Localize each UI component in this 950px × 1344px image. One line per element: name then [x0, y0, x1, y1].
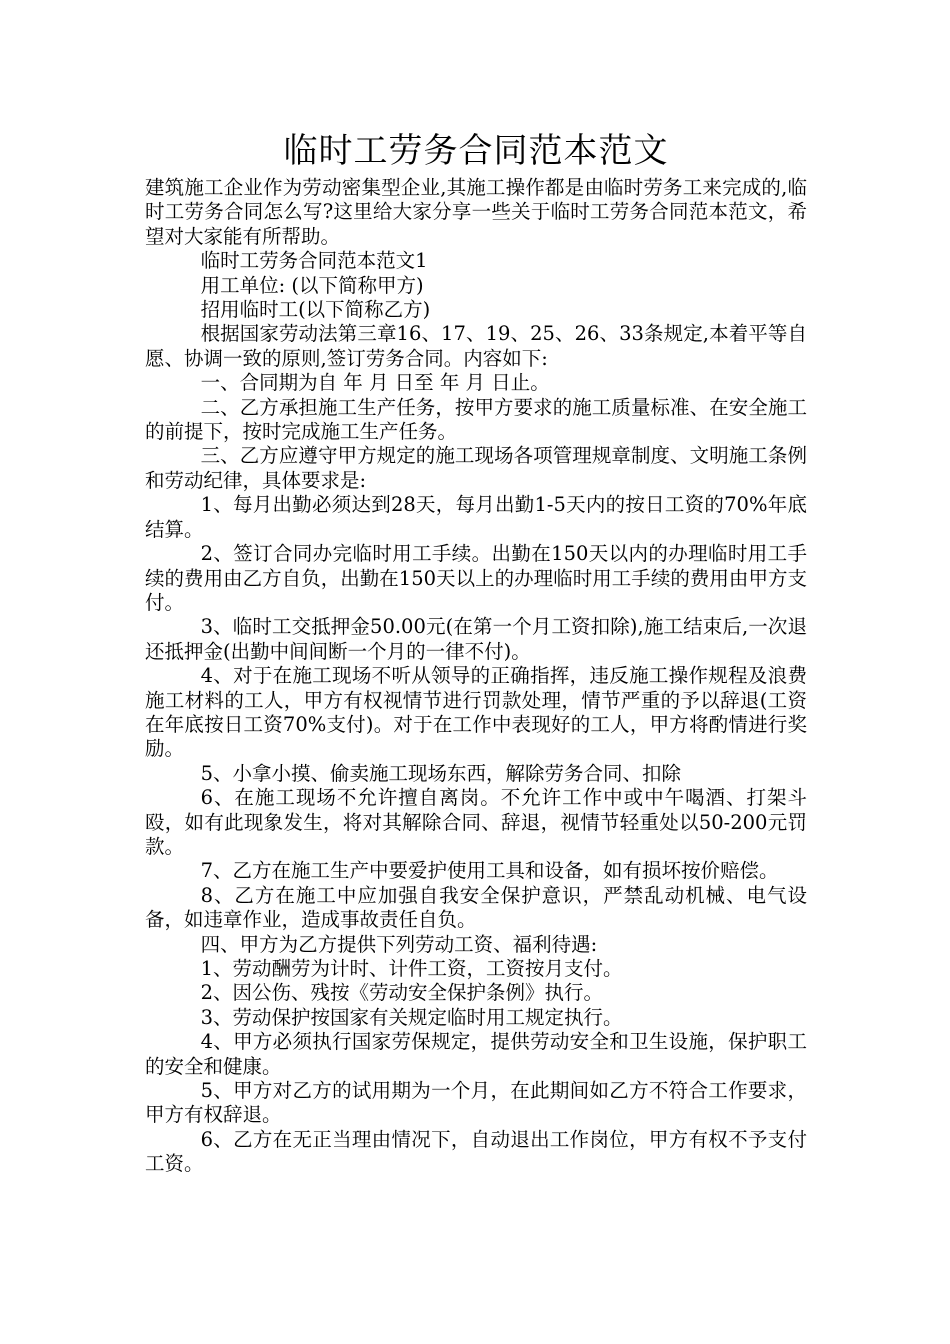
paragraph-item: 2、签订合同办完临时用工手续。出勤在150天以内的办理临时用工手续的费用由乙方自负，出勤在150天以上的办理临时用工手续的费用由甲方支付。 [145, 542, 807, 614]
paragraph-employer: 用工单位: (以下简称甲方) [200, 273, 424, 297]
paragraph-basis: 根据国家劳动法第三章16、17、19、25、26、33条规定,本着平等自愿、协调一致的原则,签订劳务合同。内容如下: [145, 322, 807, 370]
paragraph-item: 3、临时工交抵押金50.00元(在第一个月工资扣除),施工结束后,一次退还抵押金(出勤中间间断一个月的一律不付)。 [145, 615, 807, 663]
paragraph-clause-3: 三、乙方应遵守甲方规定的施工现场各项管理规章制度、文明施工条例和劳动纪律，具体要求是: [145, 444, 807, 492]
paragraph-item: 5、小拿小摸、偷卖施工现场东西，解除劳务合同、扣除 [200, 761, 681, 785]
paragraph-item: 3、劳动保护按国家有关规定临时用工规定执行。 [200, 1005, 623, 1029]
paragraph-item: 7、乙方在施工生产中要爱护使用工具和设备，如有损坏按价赔偿。 [200, 859, 779, 883]
paragraph-clause-1: 一、合同期为自 年 月 日至 年 月 日止。 [200, 371, 550, 395]
paragraph-employee: 招用临时工(以下简称乙方) [200, 298, 431, 322]
paragraph-item: 5、甲方对乙方的试用期为一个月，在此期间如乙方不符合工作要求，甲方有权辞退。 [145, 1079, 807, 1127]
document-body [145, 176, 807, 1177]
paragraph-item: 8、乙方在施工中应加强自我安全保护意识，严禁乱动机械、电气设备，如违章作业，造成事故责任自负。 [145, 883, 807, 932]
paragraph-item: 1、每月出勤必须达到28天，每月出勤1-5天内的按日工资的70%年底结算。 [145, 493, 807, 541]
paragraph-item: 1、劳动酬劳为计时、计件工资，工资按月支付。 [200, 957, 623, 980]
paragraph-clause-4: 四、甲方为乙方提供下列劳动工资、福利待遇: [200, 932, 598, 956]
document-title: 临时工劳务合同范本范文 [283, 131, 669, 171]
document-page [145, 128, 807, 1177]
paragraph-subtitle: 临时工劳务合同范本范文1 [200, 249, 428, 273]
paragraph-item: 6、乙方在无正当理由情况下，自动退出工作岗位，甲方有权不予支付工资。 [145, 1127, 807, 1176]
paragraph-intro: 建筑施工企业作为劳动密集型企业,其施工操作都是由临时劳务工来完成的,临时工劳务合同怎么写?这里给大家分享一些关于临时工劳务合同范本范文，希望对大家能有所帮助。 [145, 176, 807, 248]
paragraph-clause-2: 二、乙方承担施工生产任务，按甲方要求的施工质量标准、在安全施工的前提下，按时完成施工生产任务。 [145, 395, 807, 444]
paragraph-item: 4、甲方必须执行国家劳保规定，提供劳动安全和卫生设施，保护职工的安全和健康。 [145, 1030, 807, 1078]
paragraph-item: 2、因公伤、残按《劳动安全保护条例》执行。 [200, 981, 603, 1005]
paragraph-item: 4、对于在施工现场不听从领导的正确指挥，违反施工操作规程及浪费施工材料的工人，甲方有权视情节进行罚款处理，情节严重的予以辞退(工资在年底按日工资70%支付)。对于在工作中表现好的工人，甲方将酌情进行奖励。 [145, 664, 807, 761]
paragraph-item: 6、在施工现场不允许擅自离岗。不允许工作中或中午喝酒、打架斗殴，如有此现象发生，将对其解除合同、辞退，视情节轻重处以50-200元罚款。 [145, 786, 807, 858]
